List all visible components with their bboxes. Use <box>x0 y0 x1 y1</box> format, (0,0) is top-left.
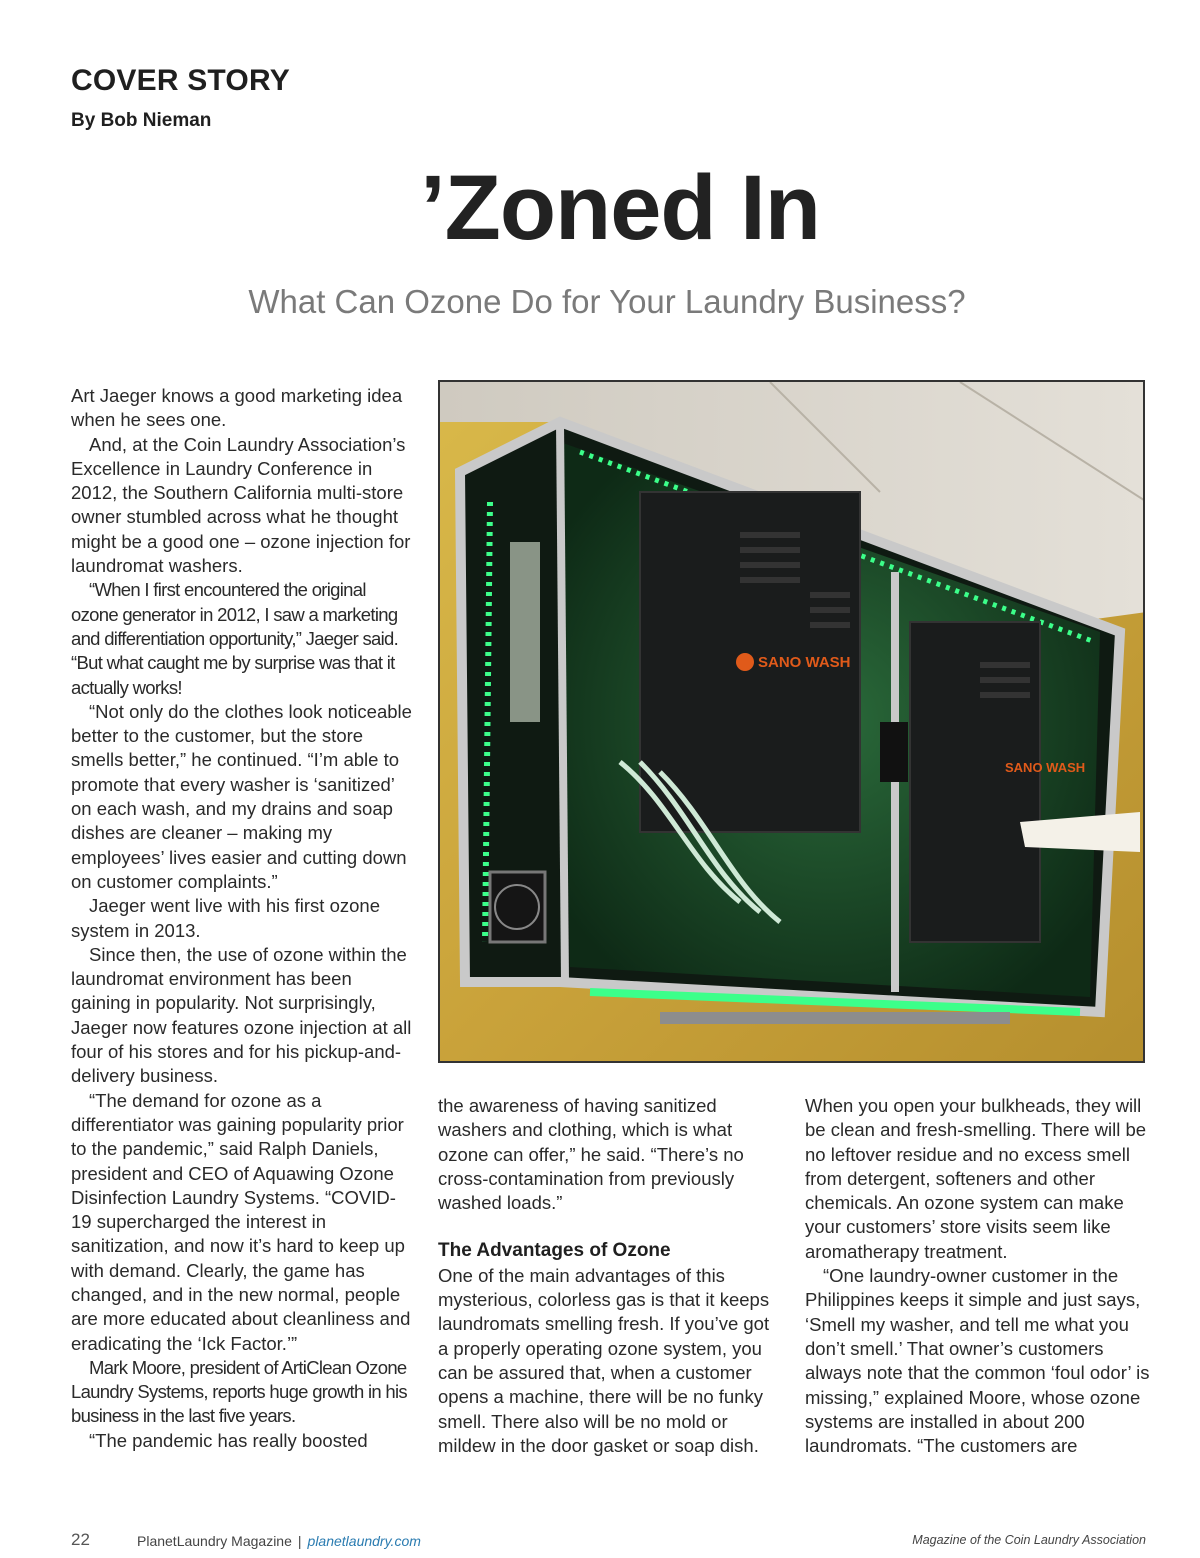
paragraph: Jaeger went live with his first ozone system in 2013. <box>71 895 380 941</box>
paragraph: “The demand for ozone as a differentiator was gaining popularity prior to the pandemic,” said Ralph Daniels, president and CEO of Aquawing Ozone Disinfection Laundry Systems. “COVID-19 supercharged the interest in sanitization, and now it’s hard to keep up with demand. Clearly, the game has changed, and in the new normal, people are more educated about cleanliness and eradicating the ‘Ick Factor.’” <box>71 1089 411 1354</box>
magazine-name: PlanetLaundry Magazine <box>137 1533 292 1549</box>
footer-separator: | <box>297 1533 302 1549</box>
paragraph: And, at the Coin Laundry Association’s Excellence in Laundry Conference in 2012, the Southern California multi-store owner stumbled across what he thought might be a good one – ozone injection for laundromat washers. <box>71 433 411 577</box>
section-heading: The Advantages of Ozone <box>438 1240 671 1262</box>
paragraph: When you open your bulkheads, they will be clean and fresh-smelling. There will be no leftover residue and no excess smell from detergent, softeners and other chemicals. An ozone system can make your customers’ store visits seem like aromatherapy treatment. <box>805 1095 1147 1262</box>
brand-label-right: SANO WASH <box>1005 760 1086 775</box>
article-column-3 <box>805 1094 1150 1458</box>
ozone-cabinet-photo <box>440 382 1145 1063</box>
section-label: COVER STORY <box>71 64 290 97</box>
byline: By Bob Nieman <box>71 110 212 131</box>
footer-tagline: Magazine of the Coin Laundry Association <box>912 1533 1146 1547</box>
brand-label-left: SANO WASH <box>758 654 851 671</box>
footer-link[interactable]: planetlaundry.com <box>307 1533 421 1549</box>
headline: ’Zoned In <box>420 157 820 259</box>
paragraph: the awareness of having sanitized washers and clothing, which is what ozone can offer,” he said. “There’s no cross-contamination from previously washed loads.” <box>438 1095 744 1214</box>
article-column-2 <box>438 1094 783 1458</box>
article-photo <box>438 380 1145 1063</box>
page-number: 22 <box>71 1530 90 1549</box>
paragraph: One of the main advantages of this mysterious, colorless gas is that it keeps laundromats smelling fresh. If you’ve got a properly operating ozone system, you can be assured that, when a customer opens a machine, there will be no funky smell. There also will be no mold or mildew in the door gasket or soap dish. <box>438 1264 770 1456</box>
article-column-1 <box>71 384 416 1453</box>
paragraph: Mark Moore, president of ArtiClean Ozone Laundry Systems, reports huge growth in his business in the last five years. <box>71 1356 407 1427</box>
paragraph: Since then, the use of ozone within the laundromat environment has been gaining in popularity. Not surprisingly, Jaeger now features ozone injection at all four of his stores and for his pickup-and-delivery business. <box>71 943 412 1087</box>
paragraph: Art Jaeger knows a good marketing idea when he sees one. <box>71 385 403 431</box>
paragraph: “When I first encountered the original ozone generator in 2012, I saw a marketing and differentiation opportunity,” Jaeger said. “But what caught me by surprise was that it actually works! <box>71 579 399 698</box>
paragraph: “The pandemic has really boosted <box>89 1429 368 1451</box>
footer-magazine <box>137 1533 421 1549</box>
paragraph: “Not only do the clothes look noticeable better to the customer, but the store smells better,” he continued. “I’m able to promote that every washer is ‘sanitized’ on each wash, and my drains and soap dishes are cleaner – making my employees’ lives easier and cutting down on customer complaints.” <box>71 700 412 892</box>
subheadline: What Can Ozone Do for Your Laundry Business? <box>248 283 966 320</box>
paragraph: “One laundry-owner customer in the Philippines keeps it simple and just says, ‘Smell my washer, and tell me what you don’t smell.’ That owner’s customers always note that the common ‘foul odor’ is missing,” explained Moore, whose ozone systems are installed in about 200 laundromats. “The customers are <box>805 1265 1150 1457</box>
